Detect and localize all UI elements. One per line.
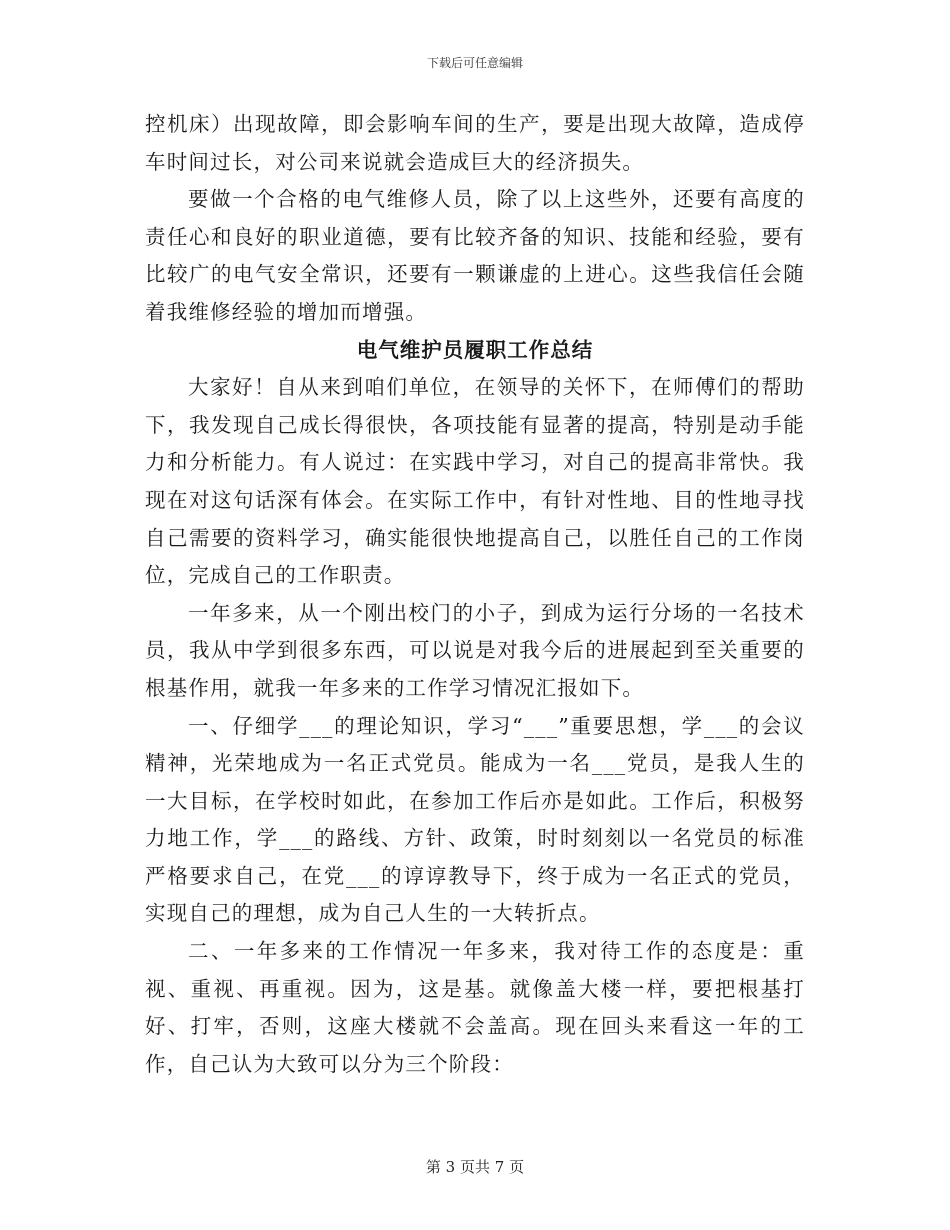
document-body [145,106,805,1083]
paragraph-one-year: 一年多来，从一个刚出校门的小子，到成为运行分场的一名技术员，我从中学到很多东西，可以说是对我今后的进展起到至关重要的根基作用，就我一年多来的工作学习情况汇报如下。 [145,600,805,700]
paragraph-item-two: 二、一年多来的工作情况一年多来，我对待工作的态度是：重视、重视、再重视。因为，这是基。就像盖大楼一样，要把根基打好、打牢，否则，这座大楼就不会盖高。现在回头来看这一年的工作，自己认为大致可以分为三个阶段： [145,939,805,1076]
section-title: 电气维护员履职工作总结 [356,337,594,362]
paragraph-item-one: 一、仔细学___的理论知识，学习“___”重要思想，学___的会议精神，光荣地成为一名正式党员。能成为一名___党员，是我人生的一大目标，在学校时如此，在参加工作后亦是如此。工作后，积极努力地工作，学___的路线、方针、政策，时时刻刻以一名党员的标准严格要求自己，在党___的谆谆教导下，终于成为一名正式的党员，实现自己的理想，成为自己人生的一大转折点。 [145,713,805,926]
paragraph-greeting: 大家好！自从来到咱们单位，在领导的关怀下，在师傅们的帮助下，我发现自己成长得很快，各项技能有显著的提高，特别是动手能力和分析能力。有人说过：在实践中学习，对自己的提高非常快。我现在对这句话深有体会。在实际工作中，有针对性地、目的性地寻找自己需要的资料学习，确实能很快地提高自己，以胜任自己的工作岗位，完成自己的工作职责。 [145,375,805,588]
paragraph-continued: 控机床）出现故障，即会影响车间的生产，要是出现大故障，造成停车时间过长，对公司来说就会造成巨大的经济损失。 [145,112,805,174]
page-header-note: 下载后可任意编辑 [426,56,523,70]
page-footer-number: 第 3 页共 7 页 [425,1158,525,1176]
paragraph-qualified-electrician: 要做一个合格的电气维修人员，除了以上这些外，还要有高度的责任心和良好的职业道德，要有比较齐备的知识、技能和经验，要有比较广的电气安全常识，还要有一颗谦虚的上进心。这些我信任会随着我维修经验的增加而增强。 [145,187,805,324]
